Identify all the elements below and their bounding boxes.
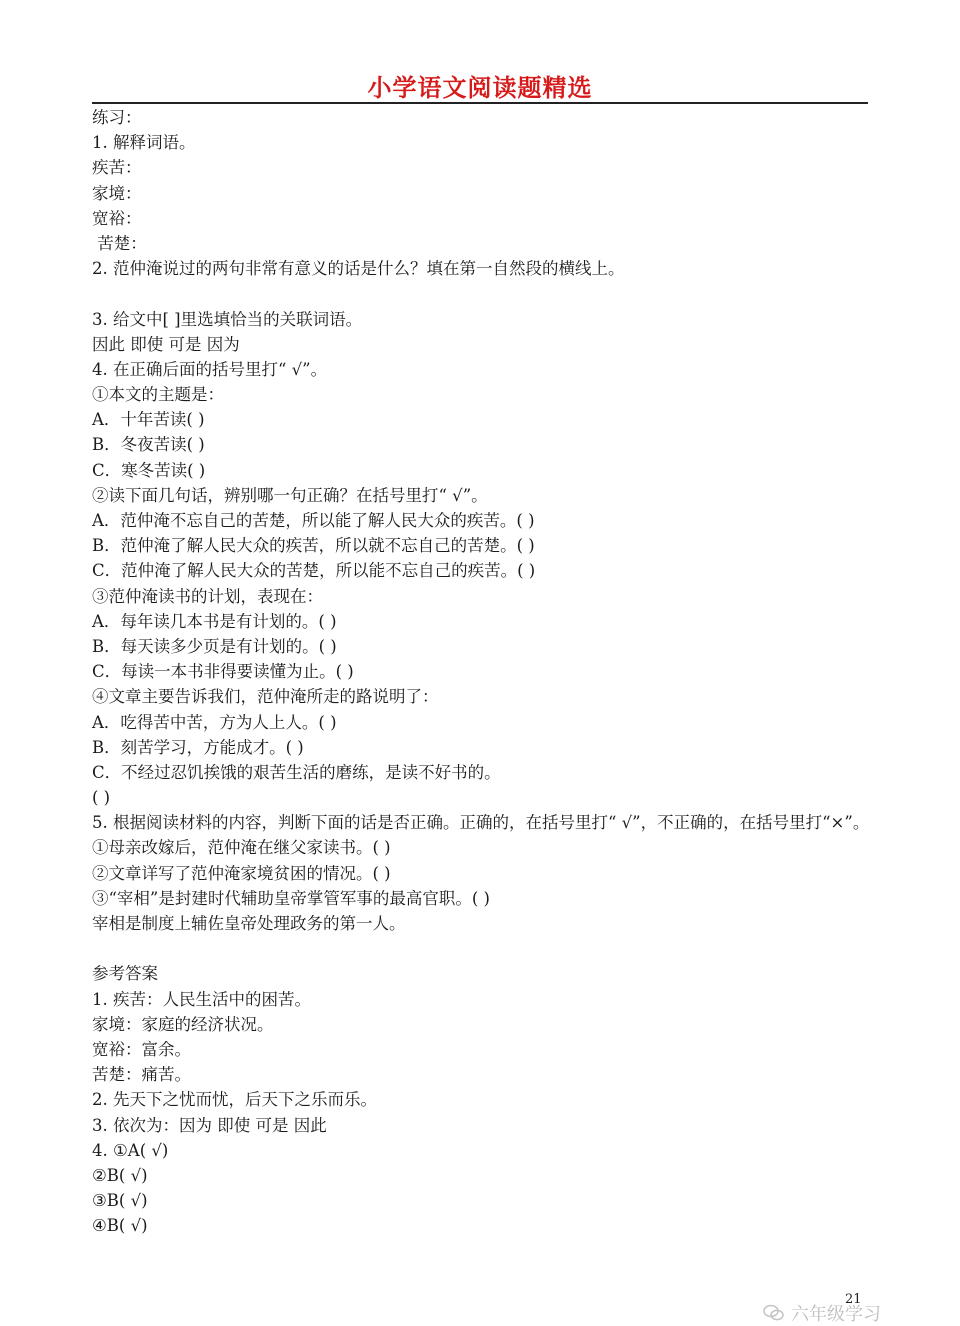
question-4-sub3-prompt: ③范仲淹读书的计划，表现在：	[92, 586, 323, 606]
question-4-sub2-option: B．范仲淹了解人民大众的疾苦，所以就不忘自己的苦楚。( )	[92, 536, 535, 556]
question-4-sub1-option: A．十年苦读( )	[92, 410, 205, 430]
question-4-sub4-option: C．不经过忍饥挨饿的艰苦生活的磨练，是读不好书的。	[92, 762, 501, 782]
answers-heading: 参考答案	[92, 964, 158, 984]
question-4-sub4-prompt: ④文章主要告诉我们，范仲淹所走的路说明了：	[92, 687, 439, 707]
spacer	[92, 936, 870, 961]
question-5-item: ②文章详写了范仲淹家境贫困的情况。( )	[92, 863, 391, 883]
question-4-sub1-prompt: ①本文的主题是：	[92, 385, 224, 405]
answer-line: 苦楚：痛苦。	[92, 1065, 191, 1085]
question-3-words: 因此 即使 可是 因为	[92, 334, 240, 354]
question-4-sub3-option: C．每读一本书非得要读懂为止。( )	[92, 662, 354, 682]
exercise-heading: 练习：	[92, 108, 142, 127]
question-4-sub3-option: B．每天读多少页是有计划的。( )	[92, 636, 337, 656]
question-4-sub2-option: C．范仲淹了解人民大众的苦楚，所以能不忘自己的疾苦。( )	[92, 561, 536, 581]
title-divider	[92, 102, 868, 104]
answer-line: 2. 先天下之忧而忧，后天下之乐而乐。	[92, 1090, 377, 1110]
answer-line: 家境：家庭的经济状况。	[92, 1014, 274, 1034]
answer-line: ②B( √)	[92, 1165, 148, 1185]
question-4-sub1-option: B．冬夜苦读( )	[92, 435, 205, 455]
answer-line: 4. ①A( √)	[92, 1140, 169, 1160]
question-4-sub4-option: B．刻苦学习，方能成才。( )	[92, 737, 304, 757]
answer-line: 1. 疾苦：人民生活中的困苦。	[92, 989, 311, 1009]
question-5-title: 5. 根据阅读材料的内容，判断下面的话是否正确。正确的，在括号里打“ √”，不正确的，在括号里打“×”。	[92, 813, 870, 833]
answer-line: 3. 依次为：因为 即使 可是 因此	[92, 1115, 327, 1135]
watermark-text: 六年级学习	[791, 1304, 881, 1325]
question-4-sub2-prompt: ②读下面几句话，辨别哪一句正确？在括号里打“ √”。	[92, 485, 488, 505]
question-1-term: 疾苦：	[92, 158, 142, 178]
question-4-sub2-option: A．范仲淹不忘自己的苦楚，所以能了解人民大众的疾苦。( )	[92, 511, 535, 530]
spacer	[92, 281, 870, 306]
question-5-item: ①母亲改嫁后，范仲淹在继父家读书。( )	[92, 838, 391, 858]
answer-line: ④B( √)	[92, 1216, 148, 1236]
question-1-term: 宽裕：	[92, 208, 142, 228]
wechat-watermark	[763, 1300, 881, 1326]
question-5-item: ③“宰相”是封建时代辅助皇帝掌管军事的最高官职。( )	[92, 888, 490, 908]
question-1-term: 家境：	[92, 183, 142, 203]
question-4-sub4-trailing: ( )	[92, 788, 111, 808]
question-4-sub4-option: A．吃得苦中苦，方为人上人。( )	[92, 712, 337, 732]
question-4-sub1-option: C．寒冬苦读( )	[92, 460, 206, 480]
question-2: 2. 范仲淹说过的两句非常有意义的话是什么？填在第一自然段的横线上。	[92, 259, 625, 279]
page-title: 小学语文阅读题精选	[367, 74, 593, 102]
question-3-title: 3. 给文中[ ]里选填恰当的关联词语。	[92, 309, 363, 329]
page-number: 21	[845, 1292, 862, 1307]
document-body	[92, 105, 870, 1238]
question-1-term: 苦楚：	[92, 233, 147, 253]
answer-line: 宽裕：富余。	[92, 1039, 191, 1059]
answer-line: ③B( √)	[92, 1191, 148, 1211]
question-4-title: 4. 在正确后面的括号里打“ √”。	[92, 359, 328, 379]
wechat-icon	[763, 1304, 785, 1322]
question-1-title: 1. 解释词语。	[92, 133, 196, 153]
question-4-sub3-option: A．每年读几本书是有计划的。( )	[92, 611, 337, 631]
question-5-note: 宰相是制度上辅佐皇帝处理政务的第一人。	[92, 914, 406, 934]
